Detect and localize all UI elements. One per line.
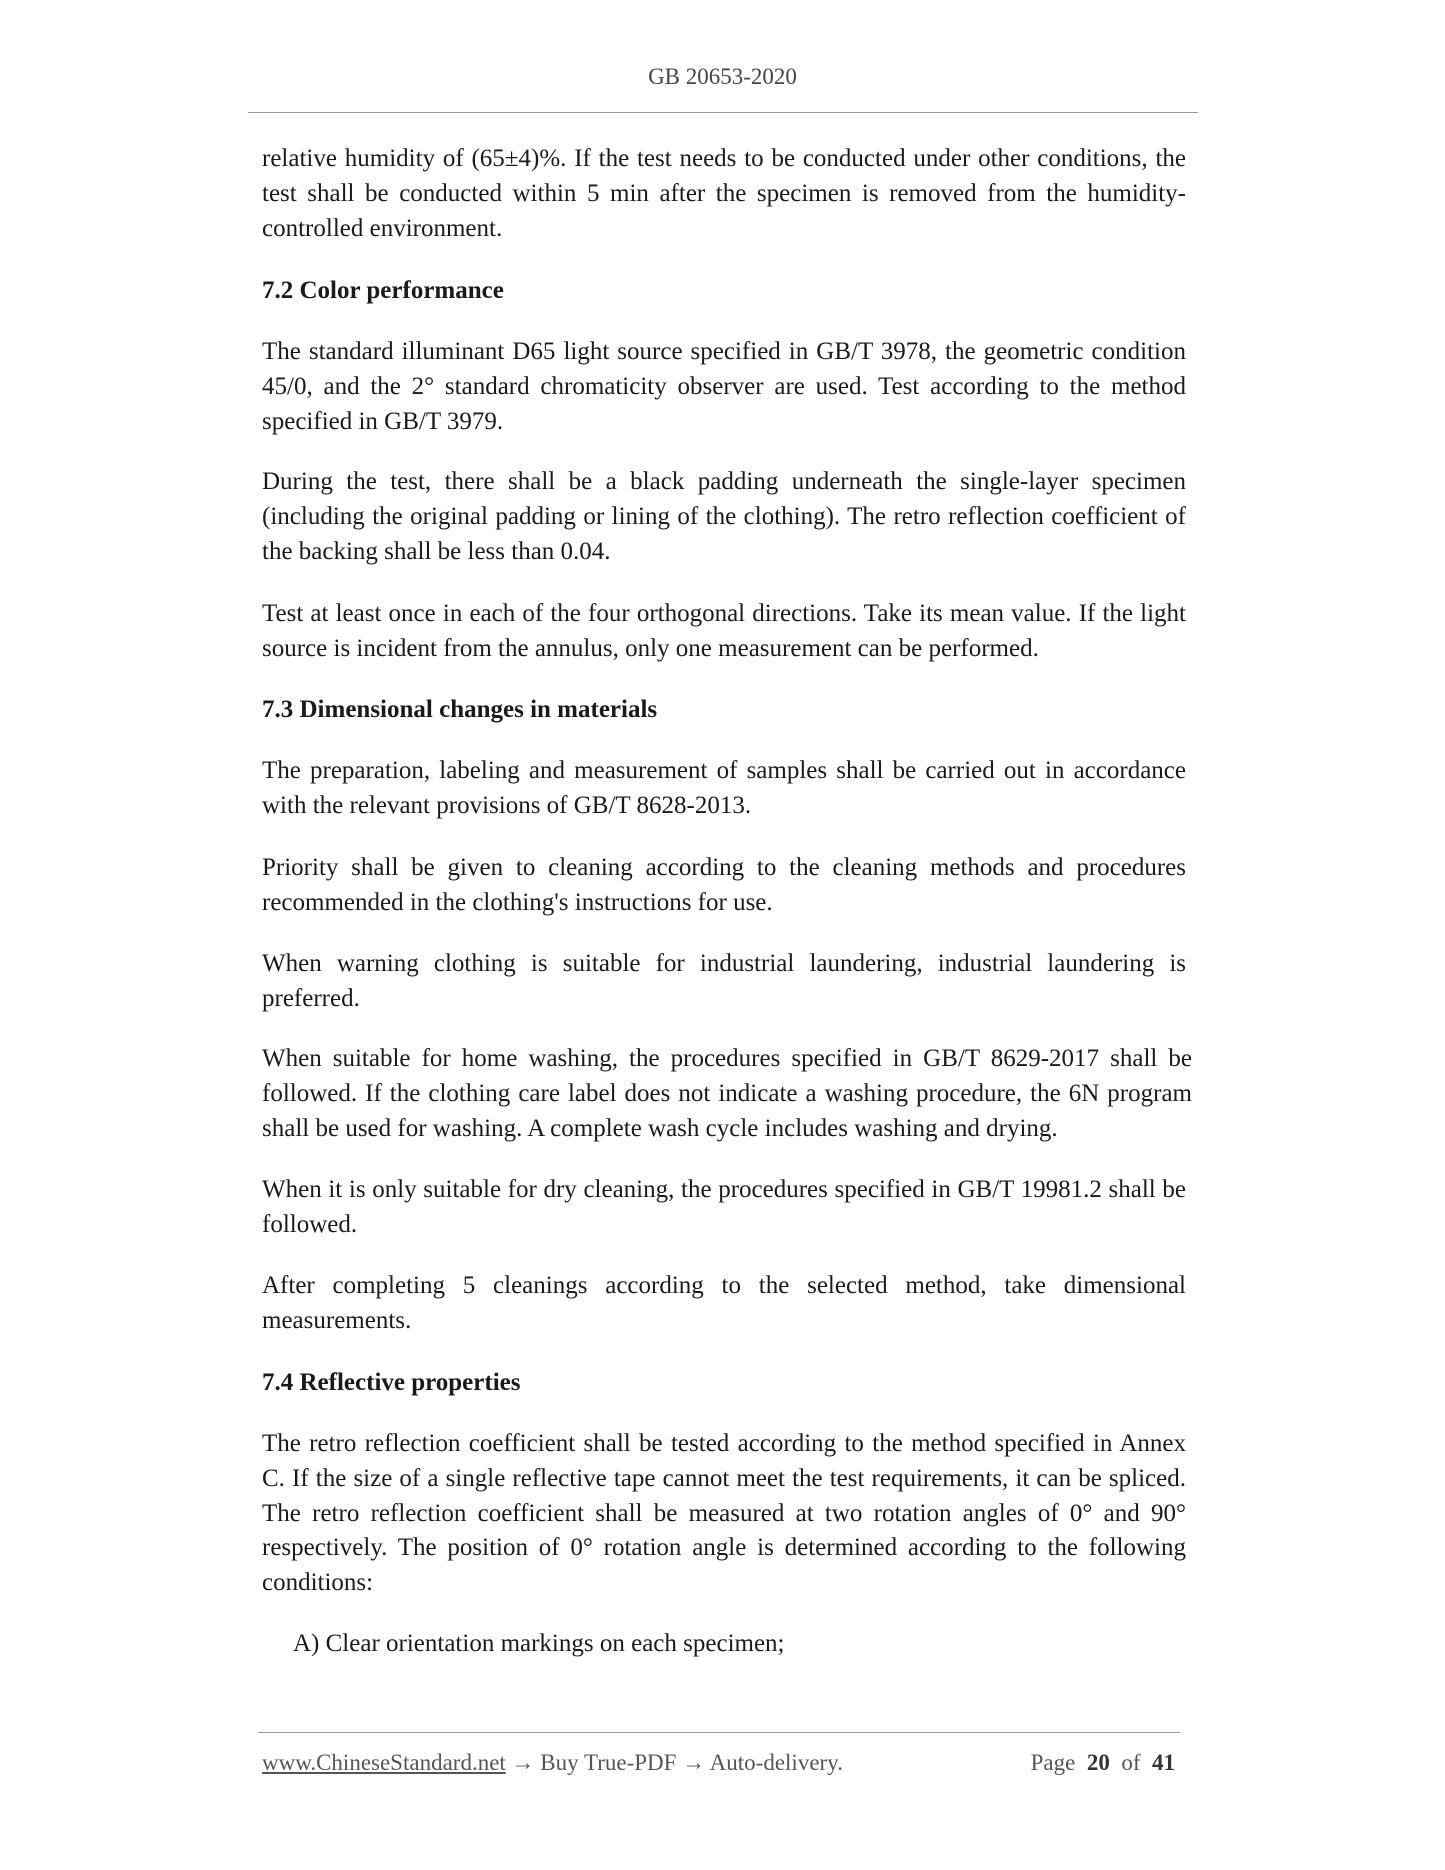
of-label: of [1121,1750,1141,1775]
list-item: A) Clear orientation markings on each specimen; [293,1630,785,1657]
section-heading-7-2: 7.2 Color performance [262,277,504,304]
document-header: GB 20653-2020 [648,64,797,89]
paragraph: The standard illuminant D65 light source specified in GB/T 3978, the geometric condition 45/0, and the 2° standard chromaticity observer are used. Test according to the method specified in GB/T 3979. [262,338,1186,435]
paragraph: During the test, there shall be a black padding underneath the single-layer specimen (including the original padding or lining of the clothing). The retro reflection coefficient of the backing shall be less than 0.04. [262,468,1186,565]
page-label: Page [1030,1750,1076,1775]
paragraph: The preparation, labeling and measurement of samples shall be carried out in accordance with the relevant provisions of GB/T 8628-2013. [262,757,1186,819]
header-rule [248,112,1198,113]
paragraph: When warning clothing is suitable for industrial laundering, industrial laundering is preferred. [262,950,1186,1012]
paragraph: Priority shall be given to cleaning according to the cleaning methods and procedures recommended in the clothing's instructions for use. [262,854,1186,916]
paragraph: When suitable for home washing, the procedures specified in GB/T 8629-2017 shall be followed. If the clothing care label does not indicate a washing procedure, the 6N program shall be used for washing. A complete wash cycle includes washing and drying. [262,1045,1192,1142]
footer-delivery-text: → Auto-delivery. [682,1750,843,1775]
section-heading-7-3: 7.3 Dimensional changes in materials [262,696,658,723]
footer-links [262,1750,843,1776]
chinese-standard-link[interactable]: www.ChineseStandard.net [262,1750,506,1775]
paragraph: relative humidity of (65±4)%. If the test needs to be conducted under other conditions, the test shall be conducted within 5 min after the specimen is removed from the humidity-controlled environment. [262,145,1186,242]
page-indicator [1031,1750,1175,1776]
footer-rule [258,1732,1180,1733]
paragraph: When it is only suitable for dry cleaning, the procedures specified in GB/T 19981.2 shall be followed. [262,1176,1186,1238]
paragraph: After completing 5 cleanings according to the selected method, take dimensional measurements. [262,1272,1186,1334]
page-number: 20 [1086,1750,1110,1775]
paragraph: The retro reflection coefficient shall be tested according to the method specified in Annex C. If the size of a single reflective tape cannot meet the test requirements, it can be spliced. The retro reflection coefficient shall be measured at two rotation angles of 0° and 90° respectively. The position of 0° rotation angle is determined according to the following conditions: [262,1430,1186,1597]
paragraph: Test at least once in each of the four orthogonal directions. Take its mean value. If the light source is incident from the annulus, only one measurement can be performed. [262,600,1186,662]
section-heading-7-4: 7.4 Reflective properties [262,1369,521,1396]
page-total: 41 [1152,1750,1175,1775]
footer-buy-text: → Buy True-PDF [505,1750,683,1775]
